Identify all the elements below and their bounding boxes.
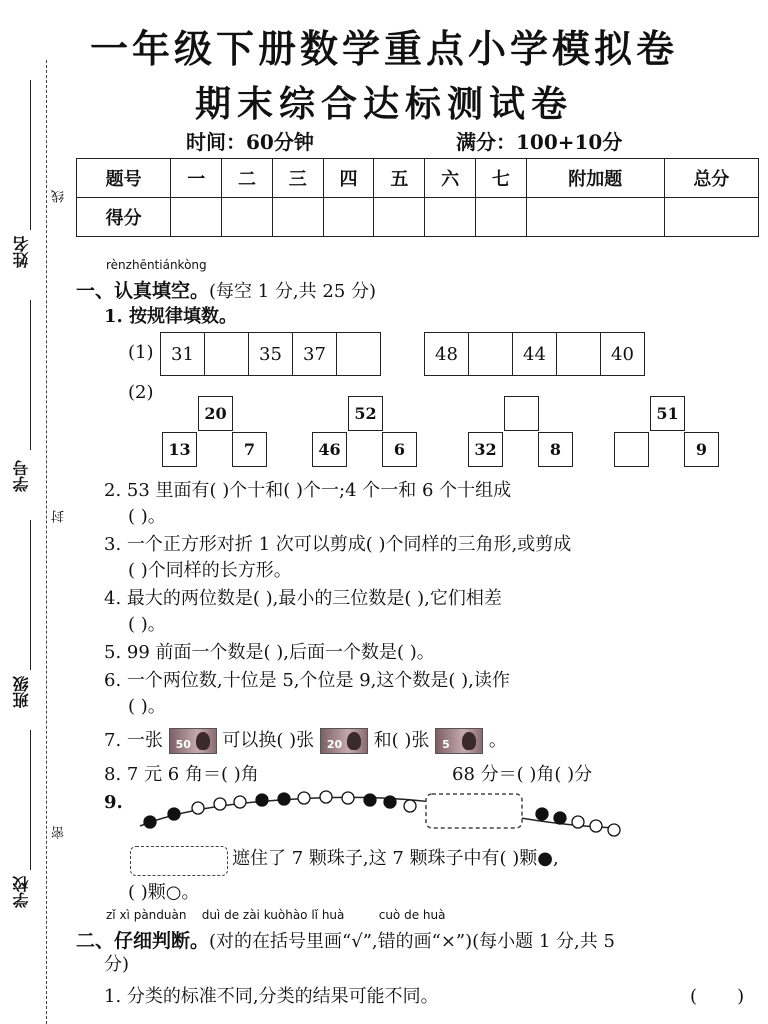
q6-line2: ( )。 [128, 696, 166, 717]
score-header-6: 六 [425, 159, 476, 198]
triangle-0-right: 7 [232, 432, 267, 467]
black-bead-icon [554, 812, 566, 824]
number-triangle-0 [162, 396, 267, 468]
q9-label: 9. [104, 792, 123, 813]
school-label: 学校 [12, 876, 31, 908]
triangle-0-left: 13 [162, 432, 197, 467]
seq-b-cell-3[interactable] [557, 333, 601, 375]
banknote-5-icon [435, 728, 483, 754]
score-row-label: 得分 [77, 198, 171, 237]
q7-part-b: 可以换( )张 [222, 730, 315, 751]
score-header-1: 一 [171, 159, 222, 198]
section1-title: 一、认真填空。 [76, 280, 210, 302]
white-bead-icon [320, 791, 332, 803]
bill-5-value: 5 [442, 738, 450, 751]
white-bead-icon [192, 802, 204, 814]
seq-a-cell-4[interactable] [337, 333, 380, 375]
bill-20-value: 20 [326, 738, 343, 751]
q7-part-a: 7. 一张 [104, 730, 163, 751]
triangle-1-left: 46 [312, 432, 347, 467]
bead-cover-note [426, 794, 522, 828]
triangle-1-right: 6 [382, 432, 417, 467]
bill-50-value: 50 [175, 738, 191, 751]
black-bead-icon [384, 796, 396, 808]
black-bead-icon [536, 808, 548, 820]
seq-b-cell-4: 40 [611, 343, 634, 365]
q8-part-b: 68 分＝( )角( )分 [452, 764, 593, 785]
white-bead-icon [404, 800, 416, 812]
q3-line1: 3. 一个正方形对折 1 次可以剪成( )个同样的三角形,或剪成 [104, 534, 572, 555]
score-table [76, 158, 759, 237]
seal-mark-seal: 封 [52, 510, 67, 523]
q1-1-label: (1) [128, 342, 154, 363]
bead-string-illustration [130, 786, 650, 838]
score-header-5: 五 [374, 159, 425, 198]
score-header-3: 三 [272, 159, 323, 198]
black-bead-icon [278, 793, 290, 805]
black-bead-icon [256, 794, 268, 806]
page-subtitle: 期末综合达标测试卷 [194, 84, 573, 125]
q9-text: 遮住了 7 颗珠子,这 7 颗珠子中有( )颗●, [232, 848, 559, 869]
score-cell-8[interactable] [526, 198, 664, 237]
white-bead-icon [590, 820, 602, 832]
score-cell-3[interactable] [272, 198, 323, 237]
triangle-2-left: 32 [468, 432, 503, 467]
q4-line2: ( )。 [128, 614, 166, 635]
seq-a-cell-2: 35 [249, 333, 293, 375]
q1-text: 1. 按规律填数。 [104, 306, 238, 327]
page-title: 一年级下册数学重点小学模拟卷 [89, 27, 678, 71]
seq-b-cell-1[interactable] [469, 333, 513, 375]
section2-note: (对的在括号里画“√”,错的画“×”)(每小题 1 分,共 5 [209, 931, 615, 952]
seq-a-cell-3: 37 [293, 333, 337, 375]
section1-pinyin: rènzhēntiánkòng [106, 258, 207, 272]
judge-q1-answer[interactable]: ( ) [690, 986, 745, 1007]
triangle-1-top: 52 [348, 396, 383, 431]
triangle-2-right: 8 [538, 432, 573, 467]
q7-part-c: 和( )张 [373, 730, 430, 751]
student-id-label: 学号 [12, 460, 31, 492]
binding-line [46, 60, 47, 1024]
section2-title: 二、仔细判断。 [76, 930, 210, 952]
score-header-8: 附加题 [526, 159, 664, 198]
seq-b-cell-0: 48 [425, 333, 469, 375]
white-bead-icon [234, 796, 246, 808]
q7-part-d: 。 [488, 730, 507, 751]
black-bead-icon [364, 794, 376, 806]
number-triangle-3 [614, 396, 719, 468]
section1-note: (每空 1 分,共 25 分) [209, 281, 377, 302]
triangle-3-top: 51 [650, 396, 685, 431]
q4-line1: 4. 最大的两位数是( ),最小的三位数是( ),它们相差 [104, 588, 502, 609]
black-bead-icon [168, 808, 180, 820]
white-bead-icon [608, 824, 620, 836]
q8-part-a: 8. 7 元 6 角＝( )角 [104, 764, 259, 785]
score-cell-7[interactable] [476, 198, 527, 237]
q5-text: 5. 99 前面一个数是( ),后面一个数是( )。 [104, 642, 435, 663]
exam-time: 时间：60分钟 [186, 130, 314, 154]
triangle-3-left[interactable] [614, 432, 649, 467]
score-cell-6[interactable] [425, 198, 476, 237]
q2-line1: 2. 53 里面有( )个十和( )个一;4 个一和 6 个十组成 [104, 480, 512, 501]
seq-a-cell-0: 31 [161, 333, 205, 375]
seq-a-cell-1[interactable] [205, 333, 249, 375]
score-header-9: 总分 [664, 159, 758, 198]
banknote-50-icon [169, 728, 217, 754]
score-header-4: 四 [323, 159, 374, 198]
white-bead-icon [572, 816, 584, 828]
triangle-2-top[interactable] [504, 396, 539, 431]
score-cell-4[interactable] [323, 198, 374, 237]
section2-note2: 分) [104, 954, 130, 975]
school-blank[interactable] [30, 730, 32, 870]
sequence-b [424, 332, 645, 376]
name-label: 姓名 [12, 236, 31, 268]
score-cell-2[interactable] [222, 198, 273, 237]
seq-b-cell-2: 44 [513, 333, 557, 375]
number-triangle-1 [312, 396, 417, 468]
triangle-3-right: 9 [684, 432, 719, 467]
q1-2-label: (2) [128, 382, 154, 403]
banknote-20-icon [320, 728, 368, 754]
white-bead-icon [342, 792, 354, 804]
class-blank[interactable] [30, 520, 32, 670]
q2-line2: ( )。 [128, 506, 166, 527]
triangle-0-top: 20 [198, 396, 233, 431]
name-blank[interactable] [30, 80, 32, 230]
score-cell-1[interactable] [171, 198, 222, 237]
white-bead-icon [298, 792, 310, 804]
black-bead-icon [144, 816, 156, 828]
full-score: 满分：100+10分 [456, 130, 623, 154]
seal-mark-line: 线 [52, 190, 67, 203]
student-id-blank[interactable] [30, 300, 32, 450]
judge-q1: 1. 分类的标准不同,分类的结果可能不同。 [104, 986, 439, 1007]
sequence-a [160, 332, 381, 376]
number-triangle-2 [468, 396, 573, 468]
score-cell-9[interactable] [664, 198, 758, 237]
white-bead-icon [214, 798, 226, 810]
score-cell-5[interactable] [374, 198, 425, 237]
q6-line1: 6. 一个两位数,十位是 5,个位是 9,这个数是( ),读作 [104, 670, 510, 691]
q9-text2: ( )颗○。 [128, 882, 200, 903]
seal-mark-secret: 密 [52, 826, 67, 839]
score-header-7: 七 [476, 159, 527, 198]
section2-pinyin: zǐ xì pànduàn duì de zài kuòhào lǐ huà cuò de huà [106, 908, 446, 922]
cover-note-icon [130, 846, 228, 876]
q3-line2: ( )个同样的长方形。 [128, 560, 292, 581]
score-header-0: 题号 [77, 159, 171, 198]
class-label: 班级 [12, 676, 31, 708]
q7-row [104, 728, 507, 754]
score-header-2: 二 [222, 159, 273, 198]
